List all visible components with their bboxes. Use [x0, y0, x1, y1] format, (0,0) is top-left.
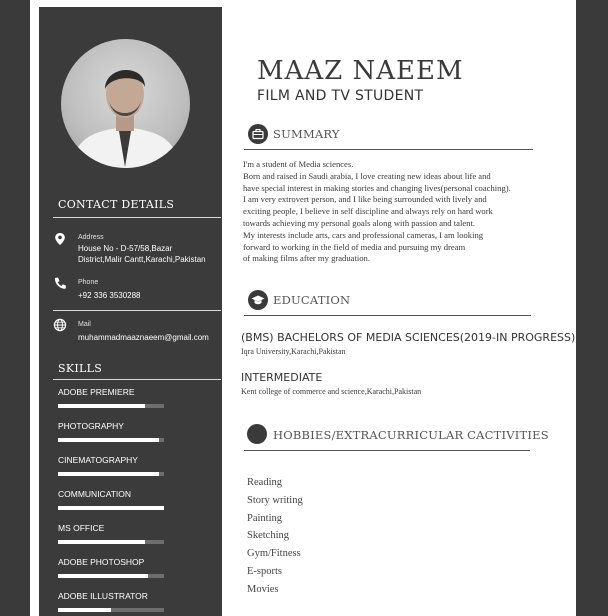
hobby-item: Gym/Fitness: [247, 548, 301, 559]
sidebar: [39, 7, 222, 616]
globe-icon: [53, 318, 67, 332]
mail-address[interactable]: muhammadmaaznaeem@gmail.com: [78, 333, 209, 342]
contact-mid-divider: [53, 310, 221, 311]
skill-name: PHOTOGRAPHY: [58, 421, 124, 431]
skill-name: ADOBE ILLUSTRATOR: [58, 591, 148, 601]
education-school-2: Kent college of commerce and science,Karachi,Pakistan: [241, 387, 422, 396]
hobby-item: E-sports: [247, 566, 282, 577]
skill-bar: [58, 540, 164, 544]
skill-bar: [58, 404, 164, 408]
phone-icon: [53, 276, 67, 290]
address-label: Address: [78, 234, 104, 241]
briefcase-icon: [248, 124, 268, 144]
skill-bar-fill: [58, 472, 159, 476]
skill-bar-fill: [58, 438, 159, 442]
skills-divider: [53, 379, 221, 380]
summary-line: Born and raised in Saudi arabia, I love creating new ideas about life and: [243, 170, 491, 181]
skill-bar: [58, 472, 164, 476]
graduation-cap-icon: [248, 290, 268, 310]
address-line-2: District,Malir Cantt,Karachi,Pakistan: [78, 255, 206, 264]
hobby-item: Sketching: [247, 530, 289, 541]
skill-name: COMMUNICATION: [58, 489, 132, 499]
phone-label: Phone: [78, 279, 99, 286]
hobbies-divider: [244, 450, 530, 451]
location-pin-icon: [53, 232, 67, 246]
summary-line: I'm a student of Media sciences.: [243, 159, 354, 169]
education-degree-2: INTERMEDIATE: [241, 371, 323, 384]
skill-name: CINEMATOGRAPHY: [58, 455, 138, 465]
summary-title: SUMMARY: [273, 127, 340, 141]
contact-divider: [53, 217, 221, 218]
skill-name: MS OFFICE: [58, 523, 105, 533]
education-degree-1: (BMS) BACHELORS OF MEDIA SCIENCES(2019-IN PROGRESS): [241, 331, 576, 344]
candidate-name: MAAZ NAEEM: [257, 56, 464, 86]
profile-photo: [61, 39, 190, 168]
skill-bar: [58, 574, 164, 578]
skill-bar-fill: [58, 404, 145, 408]
hobby-item: Movies: [247, 584, 279, 595]
summary-line: My interests include arts, cars and professional cameras, I am looking: [243, 229, 484, 240]
hobbies-bullet-icon: [247, 424, 267, 444]
hobby-item: Painting: [247, 513, 283, 524]
mail-label: Mail: [78, 321, 91, 328]
skill-name: ADOBE PREMIERE: [58, 387, 135, 397]
education-title: EDUCATION: [273, 293, 351, 307]
skill-name: ADOBE PHOTOSHOP: [58, 557, 145, 567]
skill-bar: [58, 506, 164, 510]
skill-bar-fill: [58, 608, 111, 612]
summary-line: forward to working in the field of media and pursuing my dream: [243, 241, 466, 252]
summary-line: towards achieving my personal goals along with passion and talent.: [243, 217, 475, 228]
summary-line: I am very extrovert person, and I like being surrounded with lively and: [243, 194, 487, 205]
contact-title: CONTACT DETAILS: [58, 198, 175, 211]
summary-line: have special interest in making stories and changing lives(personal coaching).: [243, 182, 511, 193]
summary-divider: [244, 149, 533, 150]
skill-bar-fill: [58, 574, 148, 578]
summary-text: [243, 159, 543, 265]
candidate-role: FILM AND TV STUDENT: [257, 88, 424, 104]
skills-title: SKILLS: [58, 362, 103, 375]
education-divider: [244, 315, 531, 316]
phone-number[interactable]: +92 336 3530288: [78, 291, 141, 300]
hobby-item: Story writing: [247, 495, 303, 506]
skill-bar: [58, 438, 164, 442]
education-school-1: Iqra University,Karachi,Pakistan: [241, 347, 346, 356]
hobby-item: Reading: [247, 477, 282, 488]
summary-line: exciting people, I believe in self discipline and always rely on hard work: [243, 206, 493, 217]
skill-bar-fill: [58, 506, 164, 510]
address-line-1: House No - D-57/58,Bazar: [78, 244, 173, 253]
hobbies-title: HOBBIES/EXTRACURRICULAR CACTIVITIES: [273, 428, 549, 442]
summary-line: of making films after my graduation.: [243, 253, 370, 264]
skill-bar-fill: [58, 540, 145, 544]
skill-bar: [58, 608, 164, 612]
